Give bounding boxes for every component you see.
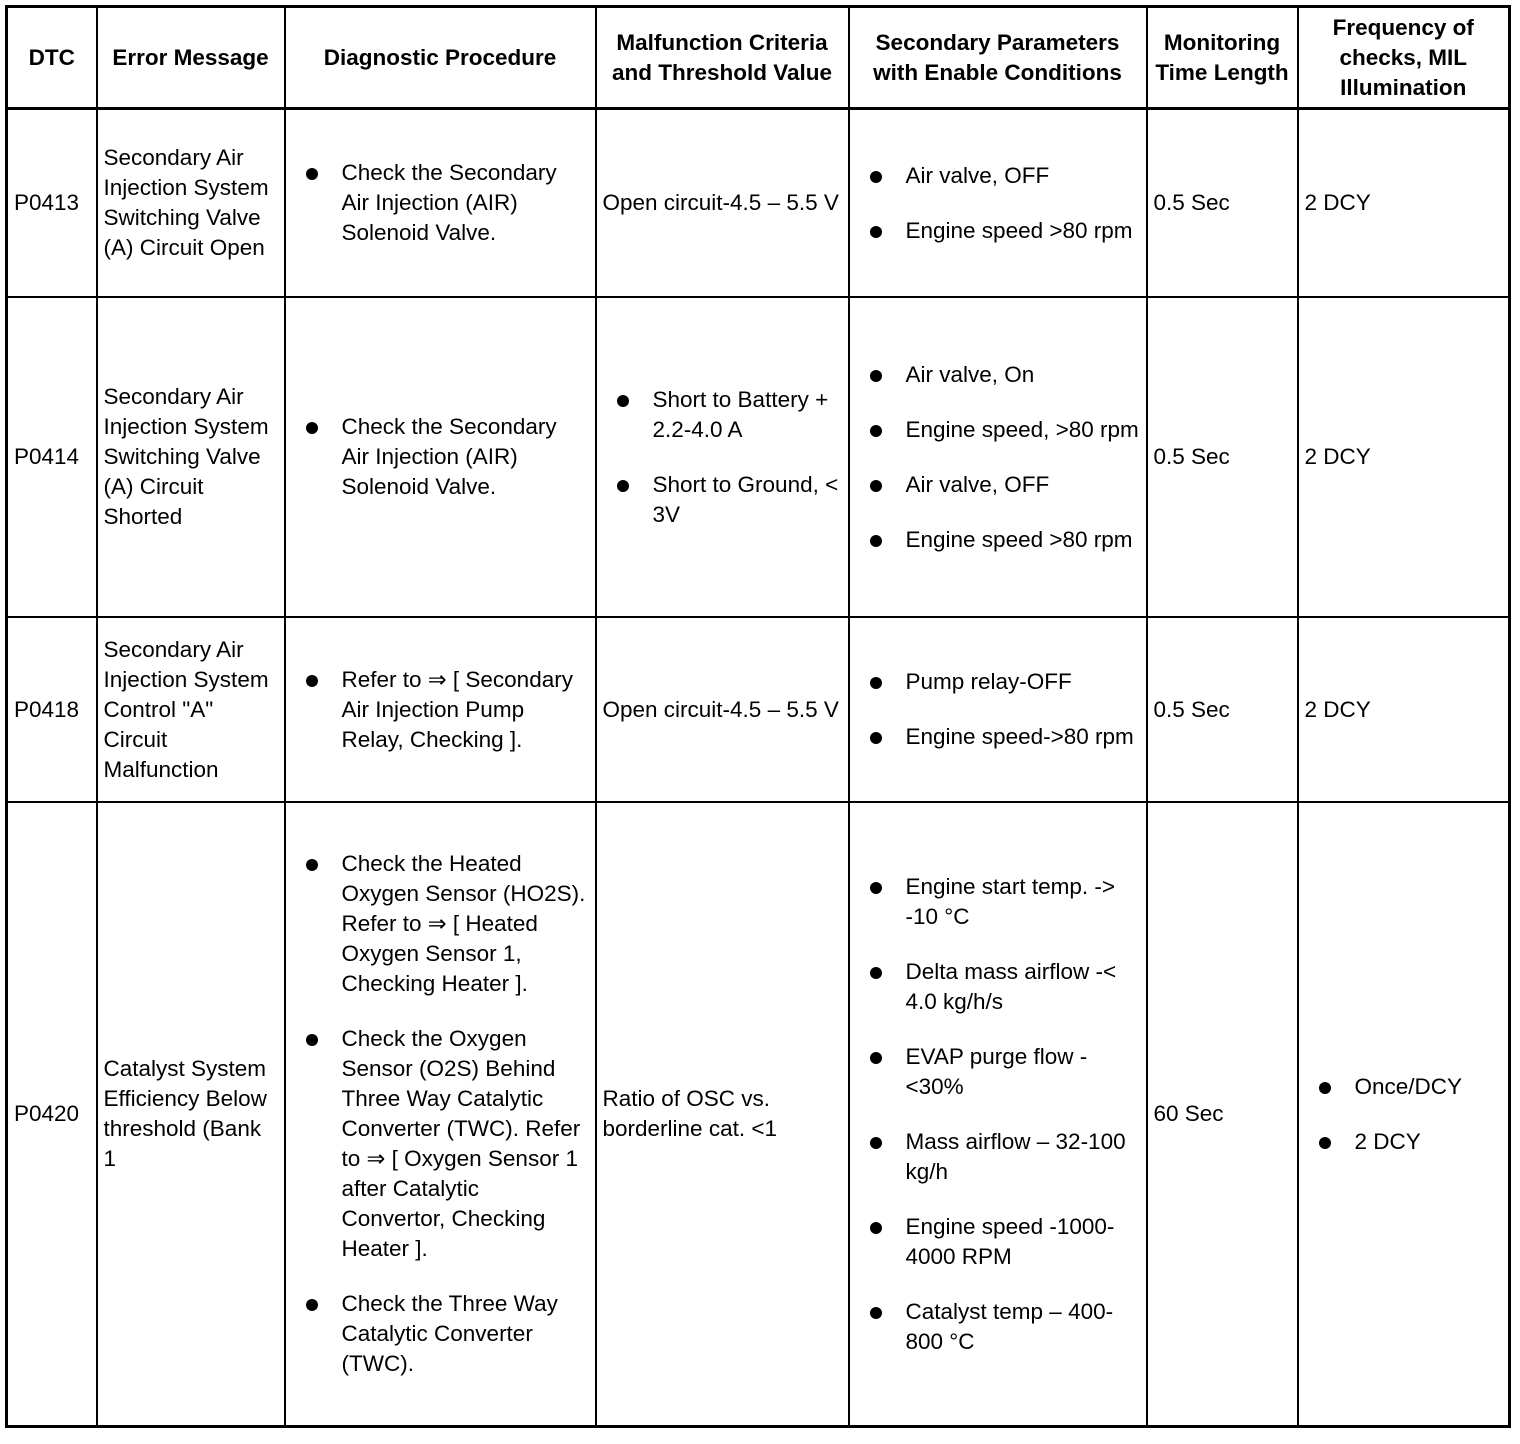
monitoring-time: 0.5 Sec [1147,617,1298,802]
condition-item: Air valve, OFF [856,470,1140,500]
procedure-item: Check the Oxygen Sensor (O2S) Behind Three Way Catalytic Converter (TWC). Refer to ⇒ [ Oxygen Sensor 1 after Catalytic Convertor, Checking Heater ]. [292,1024,589,1264]
frequency: 2 DCY [1298,617,1510,802]
header-dtc: DTC [7,7,97,109]
secondary-parameters [849,617,1147,802]
frequency: 2 DCY [1298,109,1510,298]
condition-item: Engine speed >80 rpm [856,216,1140,246]
error-message: Secondary Air Injection System Switching Valve (A) Circuit Shorted [97,297,285,617]
malfunction-criteria [596,297,849,617]
error-message: Secondary Air Injection System Switching Valve (A) Circuit Open [97,109,285,298]
criteria-item: Short to Battery + 2.2-4.0 A [603,385,842,445]
procedure-item: Refer to ⇒ [ Secondary Air Injection Pump Relay, Checking ]. [292,665,589,755]
malfunction-criteria: Open circuit-4.5 – 5.5 V [596,109,849,298]
condition-item: EVAP purge flow -<30% [856,1042,1140,1102]
condition-item: Engine start temp. -> -10 °C [856,872,1140,932]
condition-item: Mass airflow – 32-100 kg/h [856,1127,1140,1187]
header-malfunction-criteria: Malfunction Criteria and Threshold Value [596,7,849,109]
dtc-code: P0418 [7,617,97,802]
malfunction-criteria: Open circuit-4.5 – 5.5 V [596,617,849,802]
table-row [7,802,1510,1427]
table-row [7,297,1510,617]
condition-item: Air valve, On [856,360,1140,390]
condition-item: Engine speed >80 rpm [856,525,1140,555]
dtc-table [5,5,1511,1428]
dtc-table-container [5,5,1508,1428]
header-row [7,7,1510,109]
table-row [7,617,1510,802]
diagnostic-procedure [285,297,596,617]
secondary-parameters [849,297,1147,617]
condition-item: Engine speed, >80 rpm [856,415,1140,445]
procedure-item: Check the Secondary Air Injection (AIR) Solenoid Valve. [292,158,589,248]
header-secondary-parameters: Secondary Parameters with Enable Conditions [849,7,1147,109]
monitoring-time: 0.5 Sec [1147,297,1298,617]
diagnostic-procedure [285,617,596,802]
diagnostic-procedure [285,109,596,298]
dtc-code: P0413 [7,109,97,298]
condition-item: Delta mass airflow -< 4.0 kg/h/s [856,957,1140,1017]
monitoring-time: 60 Sec [1147,802,1298,1427]
malfunction-criteria: Ratio of OSC vs. borderline cat. <1 [596,802,849,1427]
dtc-code: P0414 [7,297,97,617]
procedure-item: Check the Secondary Air Injection (AIR) Solenoid Valve. [292,412,589,502]
secondary-parameters [849,802,1147,1427]
condition-item: Pump relay-OFF [856,667,1140,697]
header-frequency: Frequency of checks, MIL Illumination [1298,7,1510,109]
error-message: Catalyst System Efficiency Below threshold (Bank 1 [97,802,285,1427]
condition-item: Catalyst temp – 400-800 °C [856,1297,1140,1357]
frequency: 2 DCY [1298,297,1510,617]
header-diagnostic-procedure: Diagnostic Procedure [285,7,596,109]
condition-item: Air valve, OFF [856,161,1140,191]
frequency-item: 2 DCY [1305,1127,1503,1157]
condition-item: Engine speed->80 rpm [856,722,1140,752]
table-row [7,109,1510,298]
error-message: Secondary Air Injection System Control "A" Circuit Malfunction [97,617,285,802]
header-error-message: Error Message [97,7,285,109]
condition-item: Engine speed -1000-4000 RPM [856,1212,1140,1272]
dtc-code: P0420 [7,802,97,1427]
frequency [1298,802,1510,1427]
secondary-parameters [849,109,1147,298]
monitoring-time: 0.5 Sec [1147,109,1298,298]
procedure-item: Check the Three Way Catalytic Converter (TWC). [292,1289,589,1379]
procedure-item: Check the Heated Oxygen Sensor (HO2S). Refer to ⇒ [ Heated Oxygen Sensor 1, Checking Heater ]. [292,849,589,999]
criteria-item: Short to Ground, < 3V [603,470,842,530]
frequency-item: Once/DCY [1305,1072,1503,1102]
header-monitoring-time: Monitoring Time Length [1147,7,1298,109]
diagnostic-procedure [285,802,596,1427]
